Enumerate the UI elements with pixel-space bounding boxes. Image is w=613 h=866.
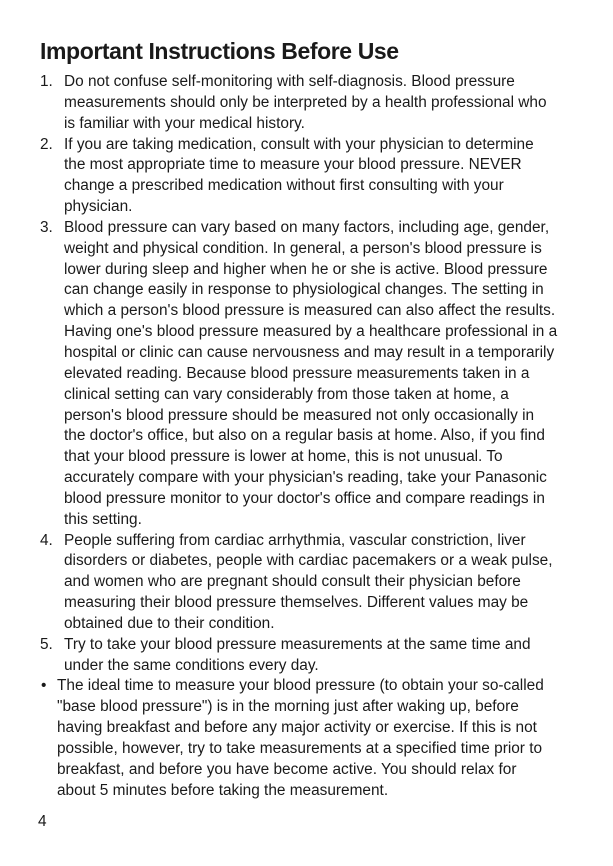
line: is familiar with your medical history. [64,114,305,132]
line: possible, however, try to take measurements at a specified time prior to [57,740,543,757]
line: Do not confuse self-monitoring with self-diagnosis. Blood pressure [64,73,515,90]
bullet-icon: • [41,677,47,695]
line: obtained due to their condition. [64,614,275,632]
item-number: 4. [40,531,53,549]
item-number: 3. [40,218,53,236]
instructions-list [37,72,589,802]
line: The ideal time to measure your blood pressure (to obtain your so-called [57,677,544,695]
item-number: 5. [40,635,53,653]
line: this setting. [64,510,142,528]
line: about 5 minutes before taking the measurement. [57,781,389,799]
line: measurements should only be interpreted by a health professional who [64,93,547,111]
line: measuring their blood pressure themselves. Different values may be [64,594,529,612]
instruction-item-2 [37,135,589,218]
instruction-item-4 [37,531,589,635]
line: accurately compare with your physician's reading, take your Panasonic [64,469,547,487]
line: breakfast, and before you have become active. You should relax for [57,760,517,778]
line: disorders or diabetes, people with cardiac pacemakers or a weak pulse, [64,552,553,570]
bullet-note [37,676,589,801]
line: physician. [64,198,133,216]
line: Blood pressure can vary based on many factors, including age, gender, [64,218,550,236]
item-number: 2. [40,135,53,153]
line: the most appropriate time to measure your blood pressure. NEVER [64,156,522,174]
instruction-item-5 [37,635,589,677]
item-number: 1. [40,73,53,90]
line: elevated reading. Because blood pressure measurements taken in a [64,364,530,382]
line: Try to take your blood pressure measurements at the same time and [64,635,531,653]
line: Having one's blood pressure measured by a healthcare professional in a [64,323,558,341]
page-title: Important Instructions Before Use [40,38,399,64]
instruction-item-3 [37,218,589,531]
line: People suffering from cardiac arrhythmia, vascular constriction, liver [64,531,526,549]
line: can change easily in response to physiological changes. The setting in [64,281,544,299]
line: "base blood pressure") is in the morning just after waking up, before [57,698,519,716]
line: that your blood pressure is lower at home, this is not unusual. To [64,448,503,466]
line: the doctor's office, but also on a regular basis at home. Also, if you find [64,427,545,445]
line: weight and physical condition. In general, a person's blood pressure is [64,239,542,257]
line: which a person's blood pressure is measured can also affect the results. [64,302,556,320]
line: change a prescribed medication without first consulting with your [64,177,504,195]
line: and women who are pregnant should consult their physician before [64,573,521,591]
line: If you are taking medication, consult with your physician to determine [64,135,534,153]
line: having breakfast and before any major activity or exercise. If this is not [57,719,537,737]
page-number: 4 [38,813,47,830]
instruction-item-1 [37,72,589,135]
line: under the same conditions every day. [64,656,319,674]
line: blood pressure monitor to your doctor's office and compare readings in [64,489,545,507]
line: hospital or clinic can cause nervousness and may result in a temporarily [64,343,555,361]
line: lower during sleep and higher when he or she is active. Blood pressure [64,260,548,278]
line: person's blood pressure should be measured not only occasionally in [64,406,535,424]
line: clinical setting can vary considerably from those taken at home, a [64,385,509,403]
